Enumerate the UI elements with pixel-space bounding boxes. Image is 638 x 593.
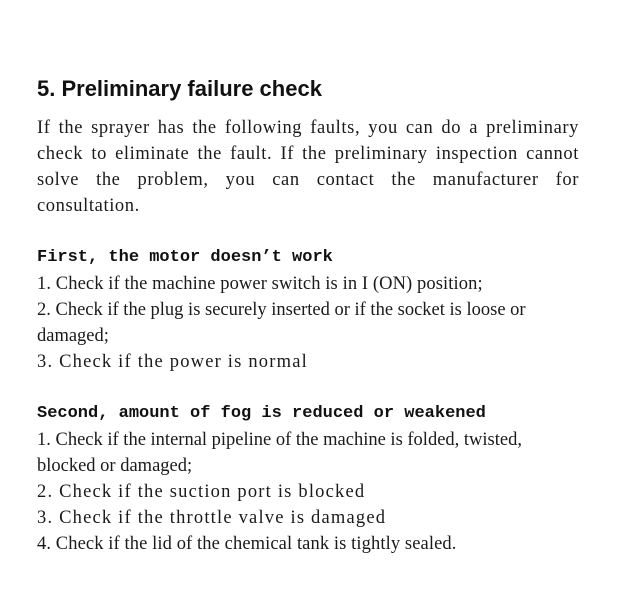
section-heading: 5. Preliminary failure check — [37, 76, 322, 101]
section2-list — [37, 427, 582, 557]
list-item: 1. Check if the internal pipeline of the machine is folded, twisted, blocked or damaged; — [37, 430, 522, 476]
section1-list — [37, 271, 582, 375]
list-item: 1. Check if the machine power switch is in I (ON) position; — [37, 274, 483, 294]
list-item: 3. Check if the throttle valve is damaged — [37, 508, 387, 528]
intro-paragraph: If the sprayer has the following faults, you can do a preliminary check to eliminate the fault. If the preliminary inspection cannot solve the problem, you can contact the manufacturer for consultation. — [37, 118, 579, 216]
list-item: 3. Check if the power is normal — [37, 352, 308, 372]
section1-title: First, the motor doesn’t work — [37, 248, 333, 267]
list-item: 4. Check if the lid of the chemical tank is tightly sealed. — [37, 534, 457, 554]
list-item: 2. Check if the suction port is blocked — [37, 482, 366, 502]
list-item: 2. Check if the plug is securely inserted or if the socket is loose or damaged; — [37, 300, 526, 346]
section2-title: Second, amount of fog is reduced or weakened — [37, 404, 486, 423]
